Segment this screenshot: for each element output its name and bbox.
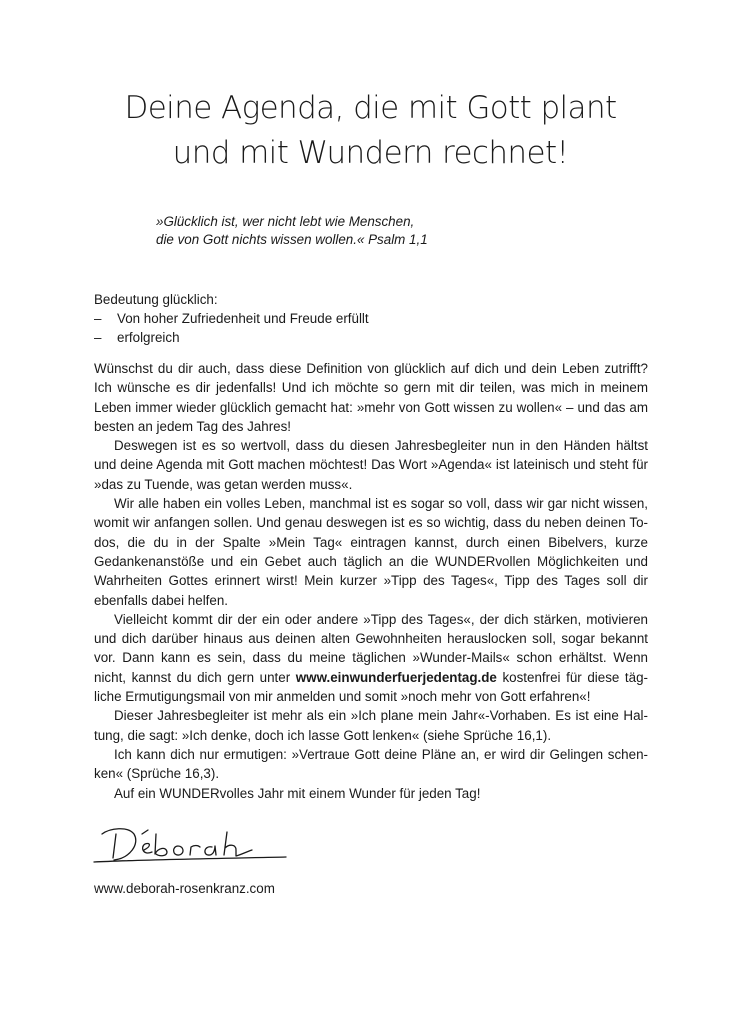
meaning-heading: Bedeutung glücklich: xyxy=(94,292,218,307)
paragraph: Wir alle haben ein volles Leben, manchmal ist es sogar so voll, dass wir gar nicht wissen, womit wir anfangen sollen. Und genau deswegen ist es so wichtig, dass du neben deinen To-dos, die du in der Spalte »Mein Tag« eintragen kannst, durch einen Bibelvers, kurze Gedankenanstöße und ein Gebet auch täglich an die WUNDERvollen Möglichkeiten und Wahrheiten Gottes erinnert wirst! Mein kurzer »Tipp des Tages«, Tipp des Tages soll dir ebenfalls dabei helfen. xyxy=(94,496,648,608)
motto-quote xyxy=(156,213,428,249)
paragraph: Wünschst du dir auch, dass diese Definition von glücklich auf dich und dein Leben zutrifft? Ich wünsche es dir jedenfalls! Und ich möchte so gern mit dir teilen, was mich in meinem Leben immer wieder glücklich gemacht hat: »mehr von Gott wissen zu wollen« – und das am besten an jedem Tag des Jahres! xyxy=(94,361,648,434)
paragraph: Ich kann dich nur ermutigen: »Vertraue Gott deine Pläne an, er wird dir Gelingen schenken« (Sprüche 16,3). xyxy=(94,746,648,782)
page-title xyxy=(0,86,741,176)
motto-line-1: »Glücklich ist, wer nicht lebt wie Menschen, xyxy=(156,214,415,229)
dash-bullet: – xyxy=(94,330,102,345)
meaning-block xyxy=(94,290,654,347)
title-line-2: und mit Wundern rechnet! xyxy=(172,135,569,171)
paragraph: Dieser Jahresbegleiter ist mehr als ein »Ich plane mein Jahr«-Vorhaben. Es ist eine Haltung, die sagt: »Ich denke, doch ich lasse Gott lenken« (siehe Sprüche 16,1). xyxy=(94,708,648,743)
meaning-item-text: Von hoher Zufriedenheit und Freude erfüllt xyxy=(117,311,369,326)
paragraph-text: Vielleicht kommt dir der ein oder andere »Tipp des Tages«, der dich stärken, motivieren und dich darüber hinaus aus deinen alten Gewohnheiten herauslocken soll, sogar bekannt vor. Dann kann es sein, dass du meine täglichen »Wunder-Mails« schon erhältst. Wenn nicht, kannst du dich gern unter xyxy=(94,611,648,685)
dash-bullet: – xyxy=(94,311,102,326)
paragraph-text: kostenfrei für diese tägliche Ermutigungsmail von mir anmelden und somit »noch mehr von Gott erfahren«! xyxy=(94,669,648,705)
website-url[interactable]: www.deborah-rosenkranz.com xyxy=(94,881,275,896)
meaning-list-item xyxy=(94,328,654,347)
signature-icon xyxy=(90,822,290,874)
meaning-list-item xyxy=(94,309,654,328)
paragraph xyxy=(94,610,648,706)
title-line-1: Deine Agenda, die mit Gott plant xyxy=(124,90,617,126)
meaning-item-text: erfolgreich xyxy=(117,330,180,345)
paragraph: Auf ein WUNDERvolles Jahr mit einem Wunder für jeden Tag! xyxy=(114,785,481,801)
motto-line-2: die von Gott nichts wissen wollen.« Psalm 1,1 xyxy=(156,232,428,247)
paragraph: Deswegen ist es so wertvoll, dass du diesen Jahresbegleiter nun in den Händen hältst und deine Agenda mit Gott machen möchtest! Das Wort »Agenda« ist lateinisch und steht für »das zu Tuende, was getan werden muss«. xyxy=(94,438,648,492)
body-text xyxy=(94,359,648,803)
website-link-inline[interactable]: www.einwunderfuerjedentag.de xyxy=(295,669,497,685)
